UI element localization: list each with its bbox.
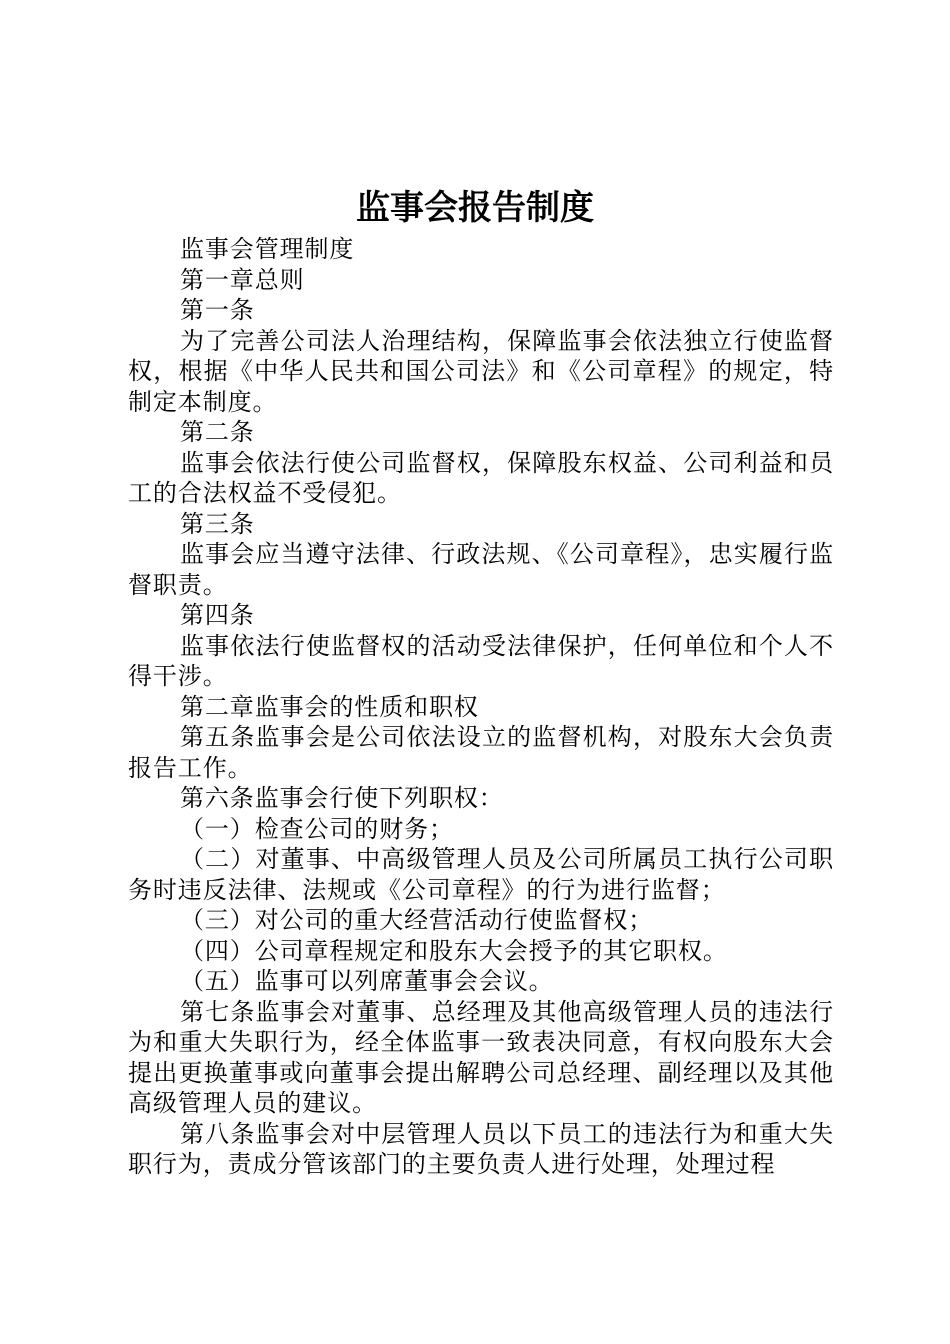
chapter-heading: 第一章总则 bbox=[180, 265, 305, 294]
document-title: 监事会报告制度 bbox=[356, 188, 594, 228]
paragraph: 监事会管理制度 bbox=[180, 235, 355, 263]
list-item: （五）监事可以列席董事会会议。 bbox=[180, 967, 554, 995]
paragraph: 第五条监事会是公司依法设立的监督机构，对股东大会负责报告工作。 bbox=[128, 723, 834, 782]
paragraph: 监事依法行使监督权的活动受法律保护，任何单位和个人不得干涉。 bbox=[128, 631, 834, 690]
paragraph: 监事会应当遵守法律、行政法规、《公司章程》，忠实履行监督职责。 bbox=[128, 540, 834, 599]
list-item: （四）公司章程规定和股东大会授予的其它职权。 bbox=[180, 936, 728, 965]
paragraph: 为了完善公司法人治理结构，保障监事会依法独立行使监督权，根据《中华人民共和国公司法》和《公司章程》的规定，特制定本制度。 bbox=[128, 326, 834, 416]
paragraph: 第七条监事会对董事、总经理及其他高级管理人员的违法行为和重大失职行为，经全体监事一致表决同意，有权向股东大会提出更换董事或向董事会提出解聘公司总经理、副经理以及其他高级管理人员的建议。 bbox=[128, 997, 834, 1117]
article-heading: 第一条 bbox=[180, 296, 255, 324]
list-item: （三）对公司的重大经营活动行使监督权； bbox=[180, 906, 654, 934]
article-heading: 第二条 bbox=[180, 418, 255, 446]
document-body bbox=[128, 234, 834, 1180]
paragraph: 第六条监事会行使下列职权： bbox=[180, 784, 504, 812]
article-heading: 第四条 bbox=[180, 601, 255, 629]
list-item: （一）检查公司的财务； bbox=[180, 814, 454, 843]
paragraph: 监事会依法行使公司监督权，保障股东权益、公司利益和员工的合法权益不受侵犯。 bbox=[128, 448, 834, 507]
list-item: （二）对董事、中高级管理人员及公司所属员工执行公司职务时违反法律、法规或《公司章程》的行为进行监督； bbox=[128, 845, 834, 904]
paragraph: 第八条监事会对中层管理人员以下员工的违法行为和重大失职行为，责成分管该部门的主要负责人进行处理，处理过程 bbox=[128, 1119, 834, 1178]
article-heading: 第三条 bbox=[180, 509, 255, 538]
chapter-heading: 第二章监事会的性质和职权 bbox=[180, 692, 479, 721]
